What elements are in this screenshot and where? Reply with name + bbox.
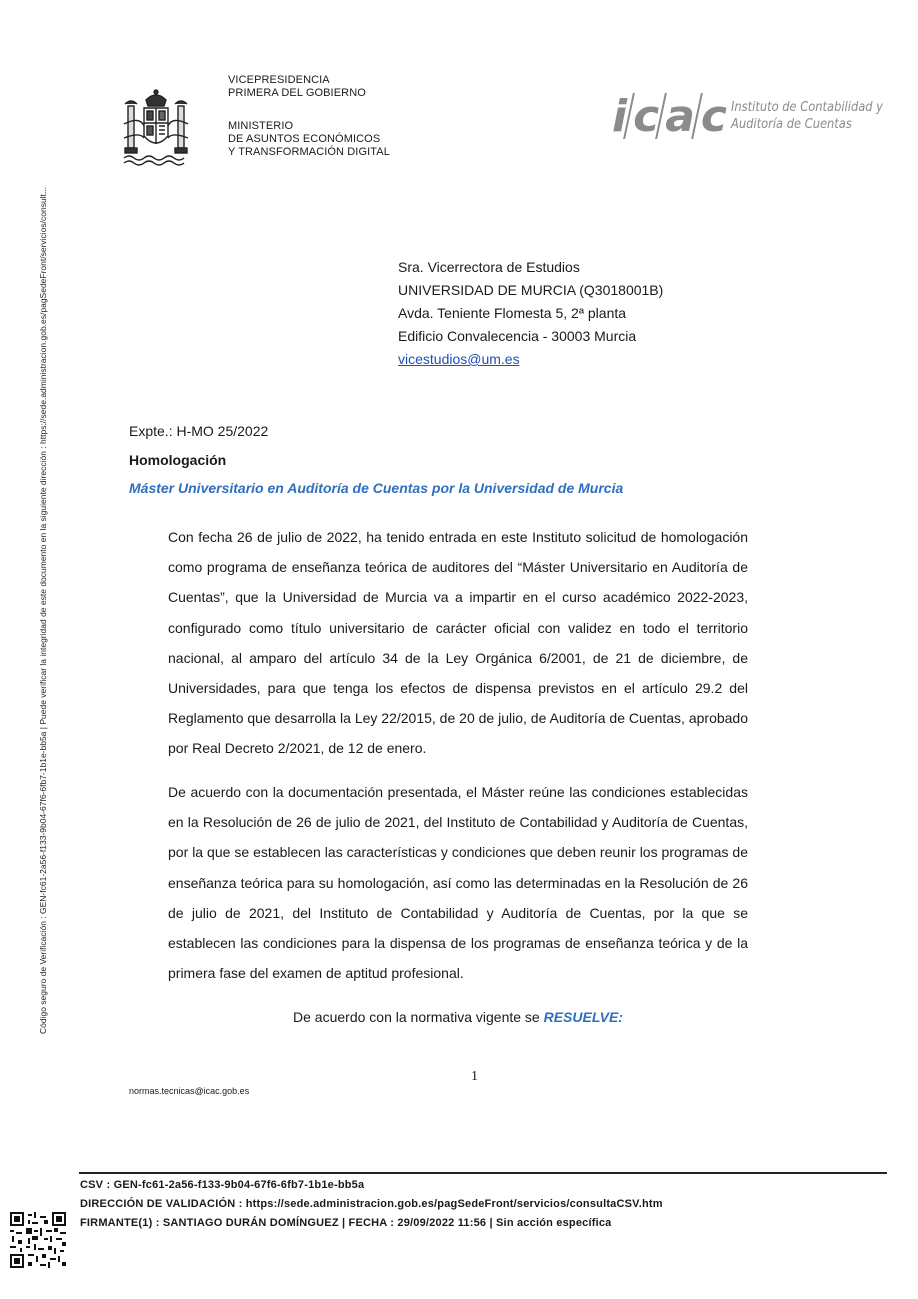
footer-divider bbox=[79, 1172, 887, 1174]
footer-email: normas.tecnicas@icac.gob.es bbox=[129, 1086, 250, 1096]
qr-code-icon bbox=[10, 1212, 66, 1268]
validation-signer: FIRMANTE(1) : SANTIAGO DURÁN DOMÍNGUEZ | FECHA : 29/09/2022 11:56 | Sin acción específica bbox=[80, 1217, 612, 1229]
resolution-keyword: RESUELVE: bbox=[543, 1009, 623, 1025]
document-subject: Máster Universitario en Auditoría de Cuentas por la Universidad de Murcia bbox=[129, 480, 624, 496]
recipient-email-link[interactable]: vicestudios@um.es bbox=[398, 351, 520, 367]
coat-of-arms-icon bbox=[120, 86, 192, 166]
validation-url[interactable]: DIRECCIÓN DE VALIDACIÓN : https://sede.administracion.gob.es/pagSedeFront/servicios/consultaCSV.htm bbox=[80, 1198, 663, 1210]
recipient-line: Edificio Convalecencia - 30003 Murcia bbox=[398, 328, 637, 344]
resolution-prefix: De acuerdo con la normativa vigente se bbox=[293, 1009, 544, 1025]
icac-logo-letters: i c a c bbox=[612, 90, 725, 142]
recipient-line: Sra. Vicerrectora de Estudios bbox=[398, 259, 580, 275]
ministry-line: Y TRANSFORMACIÓN DIGITAL bbox=[228, 146, 390, 158]
ministry-line: PRIMERA DEL GOBIERNO bbox=[228, 87, 366, 99]
ministry-line: MINISTERIO bbox=[228, 120, 294, 132]
recipient-line: Avda. Teniente Flomesta 5, 2ª planta bbox=[398, 305, 627, 321]
ministry-block bbox=[228, 74, 390, 159]
icac-name: Instituto de Contabilidad y Auditoría de Cuentas bbox=[730, 99, 883, 132]
verification-side-text: Código seguro de Verificación : GEN-fc61-2a56-f133-9b04-67f6-6fb7-1b1e-bb5a | Puede verificar la integridad de este documento en la siguiente dirección : https://sede.administracion.gob.es/pagSedeFront/servicios/consult... bbox=[38, 186, 48, 1034]
ministry-line: VICEPRESIDENCIA bbox=[228, 74, 330, 86]
document-heading: Homologación bbox=[129, 452, 227, 468]
recipient-address bbox=[398, 256, 663, 371]
page-number: 1 bbox=[471, 1069, 478, 1084]
recipient-line: UNIVERSIDAD DE MURCIA (Q3018001B) bbox=[398, 282, 664, 298]
body-paragraph-2: De acuerdo con la documentación presentada, el Máster reúne las condiciones establecidas en la Resolución de 26 de julio de 2021, del Instituto de Contabilidad y Auditoría de Cuentas, por la que se establecen las características y condiciones que deben reunir los programas de enseñanza teórica para su homologación, así como las determinadas en la Resolución de 26 de julio de 2021, del Instituto de Contabilidad y Auditoría de Cuentas, por la que se establecen las condiciones para la dispensa de los programas de enseñanza teórica y de la primera fase del examen de aptitud profesional. bbox=[168, 784, 748, 982]
resolution-line bbox=[168, 1009, 748, 1025]
validation-csv: CSV : GEN-fc61-2a56-f133-9b04-67f6-6fb7-1b1e-bb5a bbox=[80, 1179, 365, 1191]
file-reference: Expte.: H-MO 25/2022 bbox=[129, 423, 269, 439]
icac-logo bbox=[612, 88, 910, 144]
body-paragraph-1: Con fecha 26 de julio de 2022, ha tenido entrada en este Instituto solicitud de homologación como programa de enseñanza teórica de auditores del “Máster Universitario en Auditoría de Cuentas”, que la Universidad de Murcia va a impartir en el curso académico 2022-2023, configurado como título universitario de carácter oficial con validez en todo el territorio nacional, al amparo del artículo 34 de la Ley Orgánica 6/2001, de 21 de diciembre, de Universidades, para que tenga los efectos de dispensa previstos en el artículo 29.2 del Reglamento que desarrolla la Ley 22/2015, de 20 de julio, de Auditoría de Cuentas, aprobado por Real Decreto 2/2021, de 12 de enero. bbox=[168, 529, 748, 757]
ministry-line: DE ASUNTOS ECONÓMICOS bbox=[228, 133, 381, 145]
